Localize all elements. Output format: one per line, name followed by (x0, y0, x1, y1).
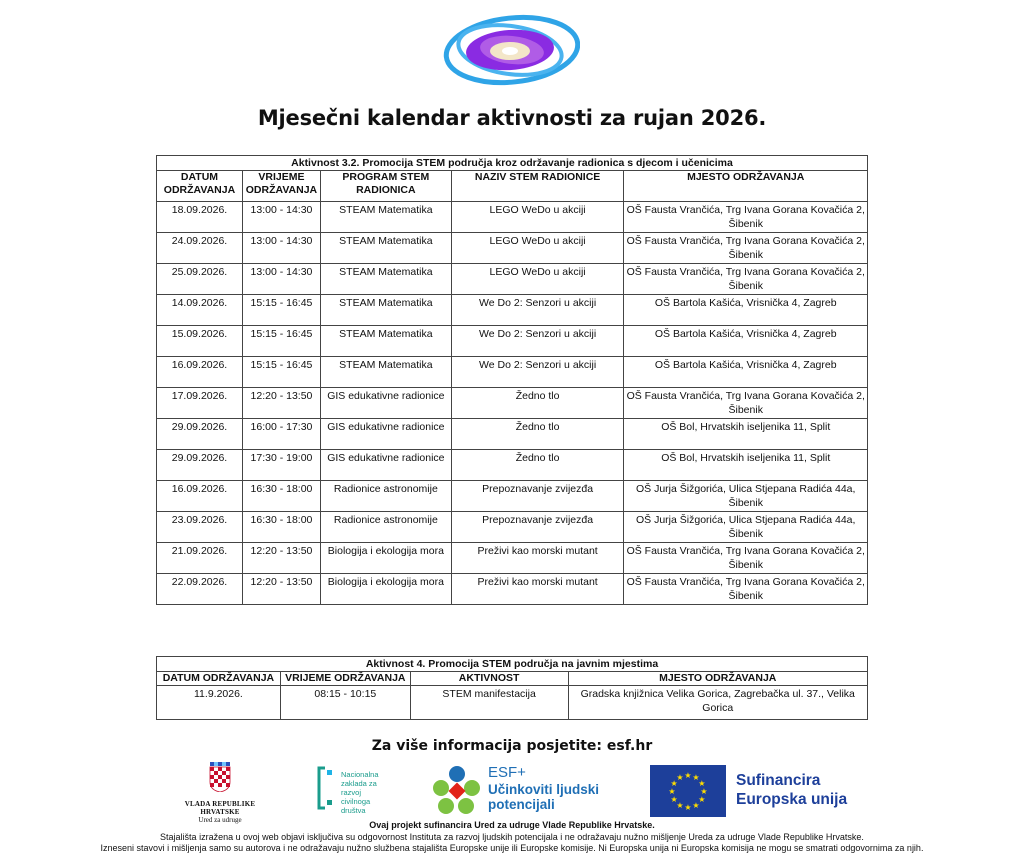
table-cell: Žedno tlo (451, 419, 624, 450)
gov-office: Ured za udruge (198, 816, 242, 824)
table-cell: OŠ Bol, Hrvatskih iseljenika 11, Split (624, 450, 868, 481)
table-cell: OŠ Fausta Vrančića, Trg Ivana Gorana Kovačića 2, Šibenik (624, 574, 868, 605)
croatian-coat-of-arms-icon (208, 762, 232, 792)
table-row (157, 543, 868, 574)
table-row (157, 419, 868, 450)
footer-line-2: Stajališta izražena u ovoj web objavi isključiva su odgovornost Instituta za razvoj ljudskih potencijala i ne odražavaju nužno mišljenje Ureda za udruge Vlade Republike Hrvatske. (160, 831, 864, 842)
column-header: DATUM ODRŽAVANJA (157, 171, 243, 202)
eu-flag-icon (650, 765, 726, 817)
esf-line2: Učinkoviti ljudski (488, 782, 600, 797)
table-cell: GIS edukativne radionice (320, 450, 451, 481)
table-cell: 15:15 - 16:45 (242, 326, 320, 357)
esf-flower-icon (430, 764, 484, 818)
eu-line1: Sufinancira (736, 772, 821, 789)
page-title: Mjesečni kalendar aktivnosti za rujan 2026. (257, 106, 767, 130)
eu-line2: Europska unija (736, 791, 848, 808)
table-cell: Gradska knjižnica Velika Gorica, Zagrebačka ul. 37., Velika Gorica (568, 686, 868, 720)
column-header: PROGRAM STEM RADIONICA (320, 171, 451, 202)
table-cell: 17:30 - 19:00 (242, 450, 320, 481)
table-row (157, 481, 868, 512)
table-cell: 18.09.2026. (157, 202, 243, 233)
table-cell: We Do 2: Senzori u akciji (451, 357, 624, 388)
table-cell: 25.09.2026. (157, 264, 243, 295)
svg-text:★: ★ (684, 803, 692, 812)
table-cell: OŠ Fausta Vrančića, Trg Ivana Gorana Kovačića 2, Šibenik (624, 264, 868, 295)
esf-plus-label: ESF+ (488, 764, 526, 781)
table-cell: STEAM Matematika (320, 264, 451, 295)
table-cell: 15:15 - 16:45 (242, 295, 320, 326)
svg-text:★: ★ (698, 795, 706, 804)
table-cell: STEAM Matematika (320, 202, 451, 233)
table-row (157, 233, 868, 264)
table-cell: 13:00 - 14:30 (242, 264, 320, 295)
table-row (157, 202, 868, 233)
table-cell: STEAM Matematika (320, 357, 451, 388)
table-cell: 17.09.2026. (157, 388, 243, 419)
table-cell: LEGO WeDo u akciji (451, 233, 624, 264)
eu-cofunded-logo (650, 765, 870, 817)
table-row (157, 326, 868, 357)
table-cell: 16:00 - 17:30 (242, 419, 320, 450)
table-cell: STEAM Matematika (320, 233, 451, 264)
table-cell: OŠ Fausta Vrančića, Trg Ivana Gorana Kovačića 2, Šibenik (624, 543, 868, 574)
activity-3-2-table (156, 155, 868, 605)
table-cell: LEGO WeDo u akciji (451, 264, 624, 295)
column-header: MJESTO ODRŽAVANJA (568, 672, 868, 686)
table-cell: OŠ Jurja Šižgorića, Ulica Stjepana Radića 44a, Šibenik (624, 512, 868, 543)
table-cell: 29.09.2026. (157, 450, 243, 481)
table-cell: 16:30 - 18:00 (242, 481, 320, 512)
table-cell: GIS edukativne radionice (320, 419, 451, 450)
svg-text:★: ★ (676, 773, 684, 783)
column-header: VRIJEME ODRŽAVANJA (242, 171, 320, 202)
table-cell: GIS edukativne radionice (320, 388, 451, 419)
esf-logo (430, 762, 630, 820)
more-info-text: Za više informacija posjetite: esf.hr (371, 738, 653, 754)
table-cell: 14.09.2026. (157, 295, 243, 326)
column-header: AKTIVNOST (410, 672, 568, 686)
table-cell: 24.09.2026. (157, 233, 243, 264)
table-cell: Žedno tlo (451, 388, 624, 419)
footer-line-3: Izneseni stavovi i mišljenja samo su autorova i ne odražavaju nužno službena stajališta Europske unije ili Europske komisije. Ni Europska unija ni Europska komisija ne mogu se smatrati odgovornima za njih. (100, 843, 924, 853)
eu-cofunded-text (736, 771, 847, 809)
organization-logo (440, 10, 580, 90)
gov-name: VLADA REPUBLIKE HRVATSKE (184, 800, 256, 816)
activity-4-table (156, 656, 868, 720)
table-cell: 15:15 - 16:45 (242, 357, 320, 388)
sponsor-logos (0, 760, 1024, 824)
table-cell: Biologija i ekologija mora (320, 574, 451, 605)
nzrcd-logo (315, 764, 405, 820)
table-cell: 08:15 - 10:15 (280, 686, 410, 720)
nzrcd-line: razvoj (341, 788, 362, 797)
svg-text:★: ★ (698, 779, 706, 788)
table-cell: 12:20 - 13:50 (242, 388, 320, 419)
table-row (157, 357, 868, 388)
table-cell: 13:00 - 14:30 (242, 233, 320, 264)
table-cell: OŠ Fausta Vrančića, Trg Ivana Gorana Kovačića 2, Šibenik (624, 388, 868, 419)
table-cell: We Do 2: Senzori u akciji (451, 326, 624, 357)
table-cell: OŠ Bartola Kašića, Vrisnička 4, Zagreb (624, 295, 868, 326)
table-cell: OŠ Bartola Kašića, Vrisnička 4, Zagreb (624, 357, 868, 388)
table-row (157, 388, 868, 419)
croatian-government-logo (165, 762, 275, 824)
table-cell: OŠ Fausta Vrančića, Trg Ivana Gorana Kovačića 2, Šibenik (624, 202, 868, 233)
table-cell: Radionice astronomije (320, 512, 451, 543)
nzrcd-line: Nacionalna (341, 770, 379, 779)
footer-line-1: Ovaj projekt sufinancira Ured za udruge Vlade Republike Hrvatske. (369, 820, 655, 830)
table-cell: We Do 2: Senzori u akciji (451, 295, 624, 326)
table-cell: Žedno tlo (451, 450, 624, 481)
table-cell: 15.09.2026. (157, 326, 243, 357)
esf-program-name (488, 782, 599, 812)
column-header: VRIJEME ODRŽAVANJA (280, 672, 410, 686)
column-header: DATUM ODRŽAVANJA (157, 672, 281, 686)
table-cell: 23.09.2026. (157, 512, 243, 543)
table-cell: STEM manifestacija (410, 686, 568, 720)
svg-text:★: ★ (670, 795, 678, 804)
table-row (157, 450, 868, 481)
table-cell: 16:30 - 18:00 (242, 512, 320, 543)
svg-text:★: ★ (692, 773, 700, 783)
table-row (157, 512, 868, 543)
table-cell: 16.09.2026. (157, 357, 243, 388)
table-row (157, 295, 868, 326)
nzrcd-line: zaklada za (341, 779, 377, 788)
table-cell: OŠ Bol, Hrvatskih iseljenika 11, Split (624, 419, 868, 450)
table-caption: Aktivnost 3.2. Promocija STEM područja kroz održavanje radionica s djecom i učenicima (157, 156, 868, 171)
table-cell: Preživi kao morski mutant (451, 543, 624, 574)
table-row (157, 574, 868, 605)
table-cell: Radionice astronomije (320, 481, 451, 512)
esf-line3: potencijali (488, 797, 555, 812)
table-cell: 21.09.2026. (157, 543, 243, 574)
table-cell: Prepoznavanje zvijezđa (451, 512, 624, 543)
nzrcd-line: civilnoga (341, 797, 371, 806)
table-cell: 16.09.2026. (157, 481, 243, 512)
column-header: NAZIV STEM RADIONICE (451, 171, 624, 202)
table-cell: 11.9.2026. (157, 686, 281, 720)
table-cell: 13:00 - 14:30 (242, 202, 320, 233)
table-cell: 12:20 - 13:50 (242, 543, 320, 574)
table-cell: STEAM Matematika (320, 295, 451, 326)
table-caption: Aktivnost 4. Promocija STEM područja na javnim mjestima (157, 657, 868, 672)
nzrcd-text (341, 770, 379, 815)
svg-text:★: ★ (676, 800, 684, 810)
table-cell: Prepoznavanje zvijezđa (451, 481, 624, 512)
table-row (157, 686, 868, 720)
svg-text:★: ★ (668, 787, 676, 796)
table-cell: LEGO WeDo u akciji (451, 202, 624, 233)
svg-text:★: ★ (700, 787, 708, 796)
svg-text:★: ★ (692, 800, 700, 810)
table-cell: OŠ Fausta Vrančića, Trg Ivana Gorana Kovačića 2, Šibenik (624, 233, 868, 264)
table-cell: Biologija i ekologija mora (320, 543, 451, 574)
table-cell: OŠ Jurja Šižgorića, Ulica Stjepana Radića 44a, Šibenik (624, 481, 868, 512)
table-cell: STEAM Matematika (320, 326, 451, 357)
table-cell: 12:20 - 13:50 (242, 574, 320, 605)
bracket-icon (315, 766, 339, 810)
table-cell: OŠ Bartola Kašića, Vrisnička 4, Zagreb (624, 326, 868, 357)
nzrcd-line: društva (341, 806, 366, 815)
table-cell: 22.09.2026. (157, 574, 243, 605)
table-row (157, 264, 868, 295)
svg-text:★: ★ (684, 771, 692, 780)
svg-text:★: ★ (670, 779, 678, 788)
table-cell: 29.09.2026. (157, 419, 243, 450)
footer-disclaimer (0, 820, 1024, 855)
table-cell: Preživi kao morski mutant (451, 574, 624, 605)
column-header: MJESTO ODRŽAVANJA (624, 171, 868, 202)
